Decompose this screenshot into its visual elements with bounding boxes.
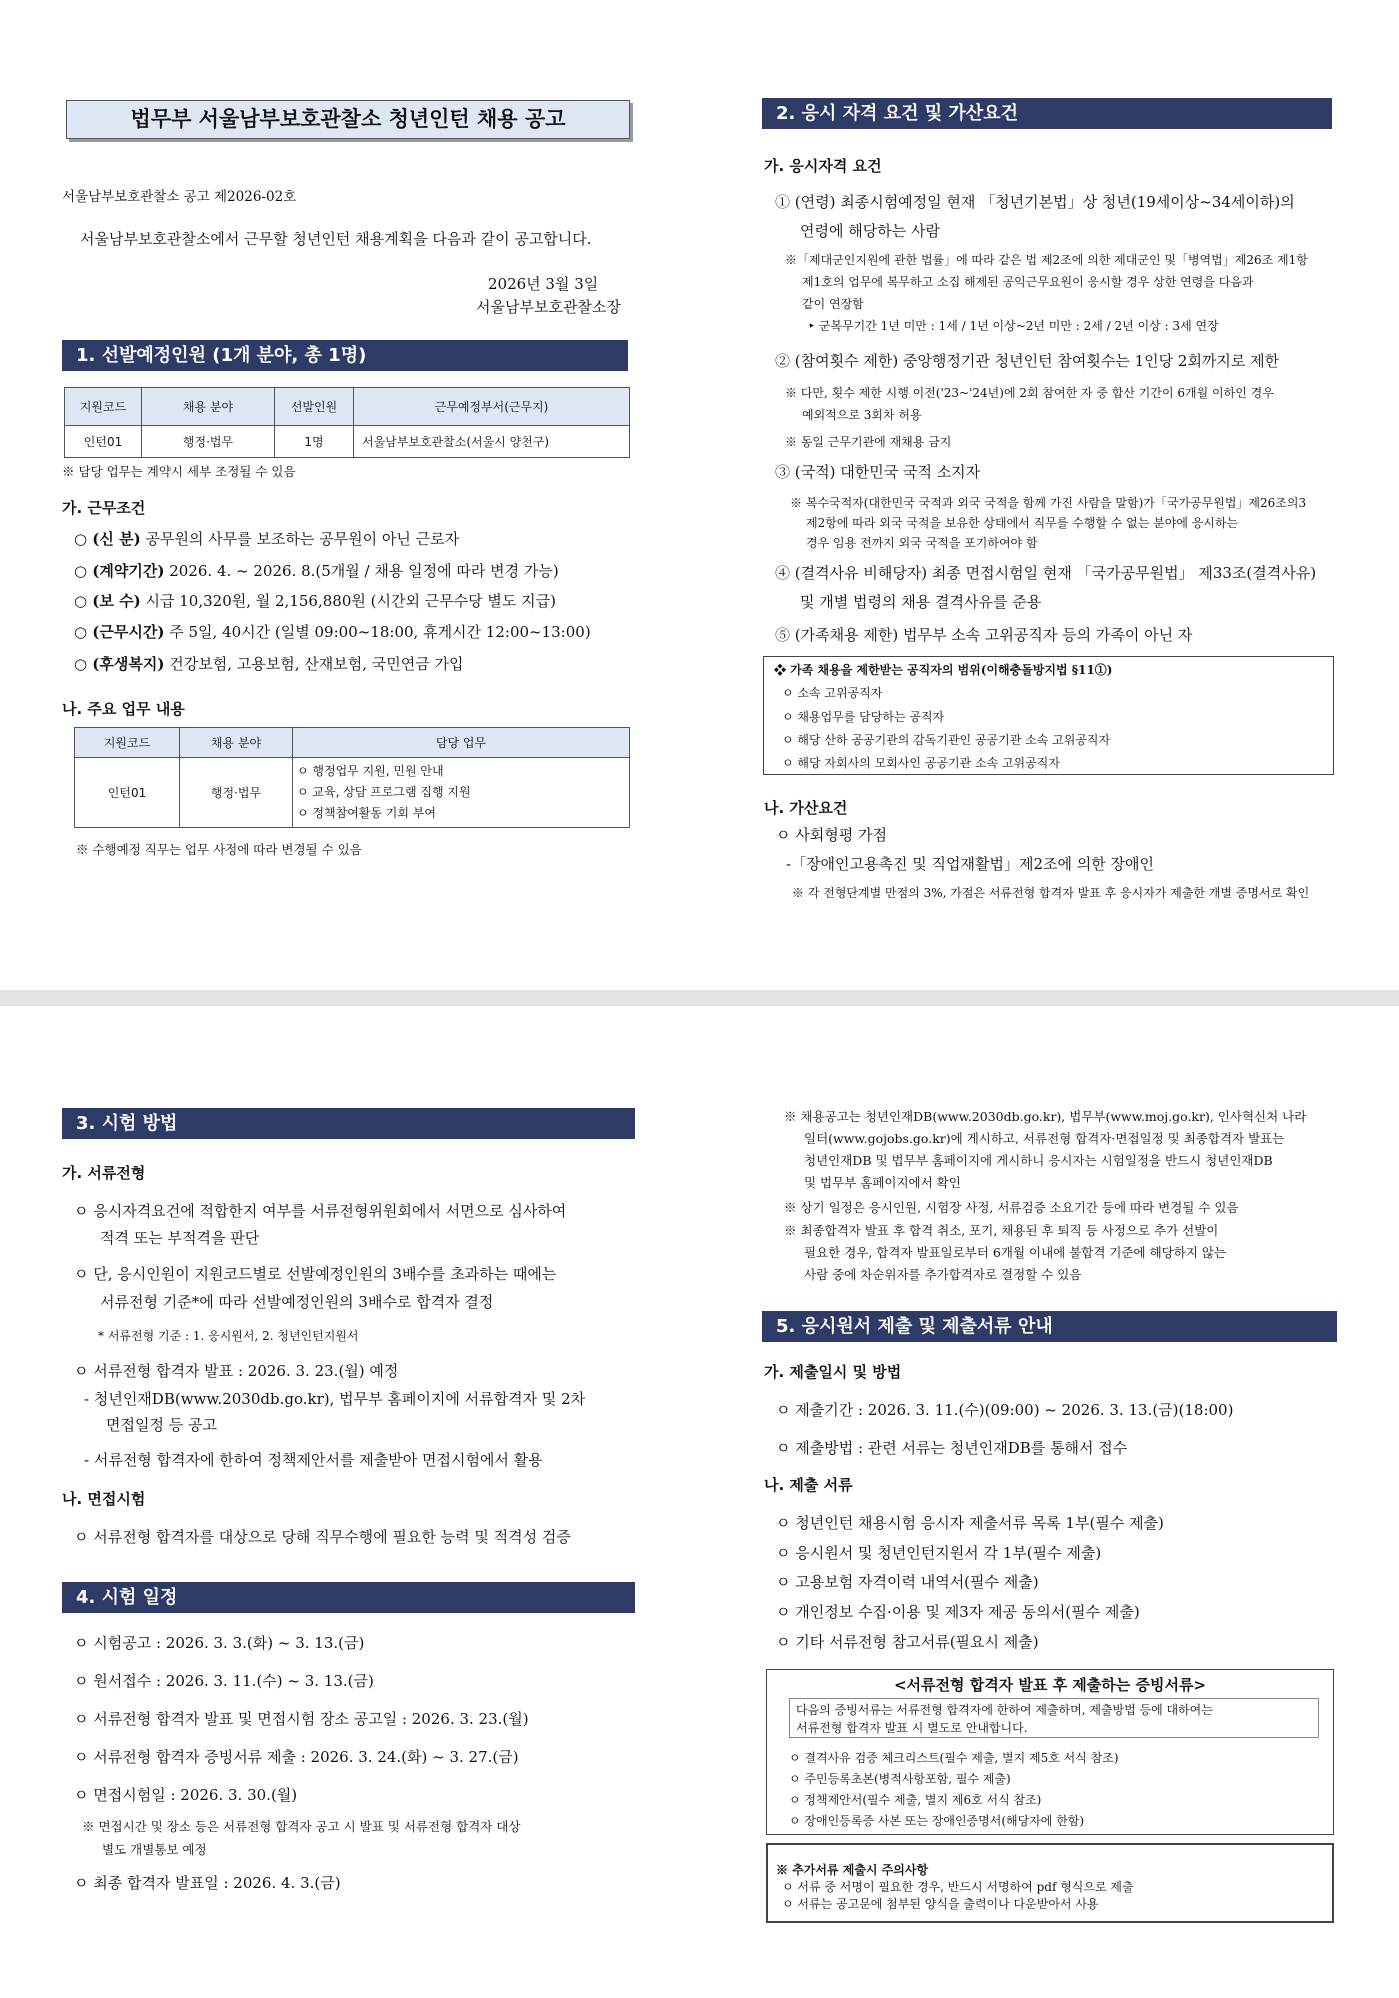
table-header: 채용 분야	[142, 388, 275, 426]
condition-label: ○ (계약기간)	[74, 562, 165, 580]
req-age-note: 제1호의 업무에 복무하고 소집 해제된 공익근무요원이 응시할 경우 상한 연령을 다음과	[802, 275, 1254, 289]
interview-item: ㅇ 서류전형 합격자를 대상으로 당해 직무수행에 필요한 능력 및 적격성 검증	[74, 1528, 571, 1546]
condition-label: ○ (후생복지)	[74, 655, 165, 673]
req-nationality-note: 경우 임용 전까지 외국 국적을 포기하여야 함	[806, 536, 1038, 550]
bonus-item: ㅇ 사회형평 가점	[776, 826, 887, 844]
req-age-cont: 연령에 해당하는 사람	[800, 222, 940, 240]
subsection-eligibility: 가. 응시자격 요건	[764, 157, 882, 175]
req-participation: ② (참여횟수 제한) 중앙행정기관 청년인턴 참여횟수는 1인당 2회까지로 제한	[775, 352, 1280, 370]
condition-label: ○ (보 수)	[74, 592, 141, 610]
table-cell: 인턴01	[65, 426, 142, 458]
evidence-box	[766, 1669, 1334, 1835]
duty-item: ㅇ 교육, 상담 프로그램 집행 지원	[297, 785, 471, 799]
screening-item: ㅇ 응시자격요건에 적합한지 여부를 서류전형위원회에서 서면으로 심사하여	[74, 1202, 567, 1220]
condition-label: ○ (근무시간)	[74, 623, 165, 641]
screening-result-date: ㅇ 서류전형 합격자 발표 : 2026. 3. 23.(월) 예정	[74, 1362, 399, 1380]
evidence-item: ㅇ 결격사유 검증 체크리스트(필수 제출, 별지 제5호 서식 참조)	[789, 1751, 1119, 1765]
notice-intro: 서울남부보호관찰소에서 근무할 청년인턴 채용계획을 다음과 같이 공고합니다.	[80, 230, 592, 248]
notice-number: 서울남부보호관찰소 공고 제2026-02호	[62, 189, 297, 205]
schedule-note-cont: 별도 개별통보 예정	[102, 1842, 207, 1857]
family-box-title: ❖ 가족 채용을 제한받는 공직자의 범위(이해충돌방지법 §11①)	[774, 663, 1113, 677]
condition-text: 공무원의 사무를 보조하는 공무원이 아닌 근로자	[145, 530, 460, 548]
table-header: 담당 업무	[293, 728, 630, 758]
req-age-note: 같이 연장함	[802, 297, 864, 311]
screening-detail: - 서류전형 합격자에 한하여 정책제안서를 제출받아 면접시험에서 활용	[84, 1451, 543, 1469]
schedule-item: ㅇ 면접시험일 : 2026. 3. 30.(월)	[74, 1786, 298, 1804]
additional-pass-note-cont: 사람 중에 차순위자를 추가합격자로 결정할 수 있음	[804, 1267, 1082, 1282]
req-family: ⑤ (가족채용 제한) 법무부 소속 고위공직자 등의 가족이 아닌 자	[775, 626, 1193, 644]
req-participation-note: ※ 동일 근무기관에 재채용 금지	[785, 435, 952, 449]
evidence-item: ㅇ 장애인등록증 사본 또는 장애인증명서(해당자에 한함)	[789, 1814, 1085, 1828]
document-item: ㅇ 고용보험 자격이력 내역서(필수 제출)	[776, 1573, 1039, 1591]
caution-item: ㅇ 서류는 공고문에 첨부된 양식을 출력이나 다운받아서 사용	[782, 1897, 1099, 1911]
additional-pass-note-cont: 필요한 경우, 합격자 발표일로부터 6개월 이내에 불합격 기준에 해당하지 않는	[804, 1245, 1227, 1260]
notice-title: 법무부 서울남부보호관찰소 청년인턴 채용 공고	[66, 100, 630, 139]
document-item: ㅇ 응시원서 및 청년인턴지원서 각 1부(필수 제출)	[776, 1544, 1102, 1562]
submission-method: ㅇ 제출방법 : 관련 서류는 청년인재DB를 통해서 접수	[776, 1439, 1128, 1457]
table-cell: 1명	[275, 426, 354, 458]
table-header: 선발인원	[275, 388, 354, 426]
duty-item: ㅇ 행정업무 지원, 민원 안내	[297, 764, 444, 778]
req-age: ① (연령) 최종시험예정일 현재 「청년기본법」상 청년(19세이상~34세이하)의	[775, 193, 1295, 211]
table-cell: 행정·법무	[180, 758, 293, 828]
condition-label: ○ (신 분)	[74, 530, 141, 548]
caution-title: ※ 추가서류 제출시 주의사항	[776, 1863, 929, 1877]
table-cell: 서울남부보호관찰소(서울시 양천구)	[354, 426, 630, 458]
family-item: ㅇ 해당 자회사의 모회사인 공공기관 소속 고위공직자	[782, 756, 1060, 770]
table-cell: 인턴01	[75, 758, 180, 828]
family-restriction-box	[763, 656, 1334, 775]
section-5-header: 5. 응시원서 제출 및 제출서류 안내	[762, 1311, 1337, 1342]
req-participation-note: ※ 다만, 횟수 제한 시행 이전('23~'24년)에 2회 참여한 자 중 합산 기간이 6개월 이하인 경우	[785, 386, 1274, 400]
screening-item: ㅇ 단, 응시인원이 지원코드별로 선발예정인원의 3배수를 초과하는 때에는	[74, 1265, 557, 1283]
notice-page-2	[0, 1006, 1399, 1998]
screening-item-cont: 적격 또는 부적격을 판단	[100, 1229, 260, 1247]
req-disqualification-cont: 및 개별 법령의 채용 결격사유를 준용	[800, 593, 1042, 611]
section-4-header: 4. 시험 일정	[62, 1582, 635, 1613]
evidence-notice	[789, 1698, 1319, 1738]
subsection-document-screening: 가. 서류전형	[62, 1164, 146, 1182]
schedule-item: ㅇ 서류전형 합격자 발표 및 면접시험 장소 공고일 : 2026. 3. 23.(월)	[74, 1710, 529, 1728]
evidence-item: ㅇ 주민등록초본(병적사항포함, 필수 제출)	[789, 1772, 1011, 1786]
req-participation-note: 예외적으로 3회차 허용	[802, 408, 922, 422]
family-item: ㅇ 소속 고위공직자	[782, 686, 883, 700]
subsection-submission: 가. 제출일시 및 방법	[764, 1363, 902, 1381]
duty-item: ㅇ 정책참여활동 기회 부여	[297, 806, 436, 820]
notice-page-1	[0, 0, 1399, 990]
posting-note-cont: 및 법무부 홈페이지에서 확인	[804, 1175, 961, 1190]
req-disqualification: ④ (결격사유 비해당자) 최종 면접시험일 현재 「국가공무원법」 제33조(결격사유)	[775, 564, 1317, 582]
additional-caution-box	[766, 1843, 1334, 1923]
staffing-table	[64, 387, 630, 458]
family-item: ㅇ 채용업무를 담당하는 공직자	[782, 710, 945, 724]
section-1-header: 1. 선발예정인원 (1개 분야, 총 1명)	[62, 340, 628, 371]
subsection-main-duties: 나. 주요 업무 내용	[62, 700, 185, 718]
posting-note: ※ 채용공고는 청년인재DB(www.2030db.go.kr), 법무부(www.moj.go.kr), 인사혁신처 나라	[784, 1109, 1307, 1124]
posting-note-cont: 청년인재DB 및 법무부 홈페이지에 게시하니 응시자는 시험일정을 반드시 청년인재DB	[804, 1153, 1273, 1168]
table-header: 근무예정부서(근무지)	[354, 388, 630, 426]
condition-text: 시급 10,320원, 월 2,156,880원 (시간외 근무수당 별도 지급)	[145, 592, 557, 610]
req-age-note: ※「제대군인지원에 관한 법률」에 따라 같은 법 제2조에 의한 제대군인 및「병역법」제26조 제1항	[785, 253, 1308, 267]
note-duty-adjust: ※ 담당 업무는 계약시 세부 조정될 수 있음	[62, 464, 296, 479]
document-item: ㅇ 개인정보 수집·이용 및 제3자 제공 동의서(필수 제출)	[776, 1603, 1140, 1621]
req-nationality-note: 제2항에 따라 외국 국적을 보유한 상태에서 직무를 수행할 수 없는 분야에 응시하는	[806, 516, 1239, 530]
additional-pass-note: ※ 최종합격자 발표 후 합격 취소, 포기, 채용된 후 퇴직 등 사정으로 추가 선발이	[784, 1223, 1219, 1238]
evidence-notice-text: 서류전형 합격자 발표 시 별도로 안내합니다.	[796, 1721, 1028, 1735]
posting-note-cont: 일터(www.gojobs.go.kr)에 게시하고, 서류전형 합격자·면접일정 및 최종합격자 발표는	[804, 1131, 1285, 1146]
req-nationality: ③ (국적) 대한민국 국적 소지자	[775, 463, 981, 481]
table-cell: 행정·법무	[142, 426, 275, 458]
duties-table	[74, 727, 630, 828]
document-item: ㅇ 기타 서류전형 참고서류(필요시 제출)	[776, 1633, 1039, 1651]
table-header: 지원코드	[75, 728, 180, 758]
subsection-bonus: 나. 가산요건	[764, 799, 848, 817]
screening-detail: - 청년인재DB(www.2030db.go.kr), 법무부 홈페이지에 서류합격자 및 2차	[84, 1390, 586, 1408]
evidence-item: ㅇ 정책제안서(필수 제출, 별지 제6호 서식 참조)	[789, 1793, 1042, 1807]
condition-text: 2026. 4. ~ 2026. 8.(5개월 / 채용 일정에 따라 변경 가능)	[169, 562, 559, 580]
table-header: 지원코드	[65, 388, 142, 426]
screening-item-cont: 서류전형 기준*에 따라 선발예정인원의 3배수로 합격자 결정	[100, 1293, 494, 1311]
schedule-item: ㅇ 최종 합격자 발표일 : 2026. 4. 3.(금)	[74, 1874, 341, 1892]
evidence-notice-text: 다음의 증빙서류는 서류전형 합격자에 한하여 제출하며, 제출방법 등에 대하여는	[796, 1703, 1213, 1717]
note-duty-change: ※ 수행예정 직무는 업무 사정에 따라 변경될 수 있음	[76, 842, 362, 857]
screening-detail-cont: 면접일정 등 공고	[106, 1416, 217, 1434]
bonus-note: ※ 각 전형단계별 만점의 3%, 가점은 서류전형 합격자 발표 후 응시자가 제출한 개별 증명서로 확인	[792, 886, 1310, 900]
evidence-box-title: <서류전형 합격자 발표 후 제출하는 증빙서류>	[893, 1676, 1207, 1694]
schedule-item: ㅇ 시험공고 : 2026. 3. 3.(화) ~ 3. 13.(금)	[74, 1634, 365, 1652]
subsection-documents: 나. 제출 서류	[764, 1476, 853, 1494]
table-header: 채용 분야	[180, 728, 293, 758]
schedule-change-note: ※ 상기 일정은 응시인원, 시험장 사정, 서류검증 소요기간 등에 따라 변경될 수 있음	[784, 1200, 1239, 1215]
schedule-note: ※ 면접시간 및 장소 등은 서류전형 합격자 공고 시 발표 및 서류전형 합격자 대상	[82, 1819, 521, 1834]
document-item: ㅇ 청년인턴 채용시험 응시자 제출서류 목록 1부(필수 제출)	[776, 1514, 1164, 1532]
req-age-note: ‣ 군복무기간 1년 미만 : 1세 / 1년 이상~2년 미만 : 2세 / 2년 이상 : 3세 연장	[808, 319, 1219, 333]
bonus-detail: -「장애인고용촉진 및 직업재활법」제2조에 의한 장애인	[786, 855, 1154, 873]
duties-cell	[293, 758, 630, 828]
screening-criteria-note: * 서류전형 기준 : 1. 응시원서, 2. 청년인턴지원서	[98, 1329, 359, 1343]
schedule-item: ㅇ 원서접수 : 2026. 3. 11.(수) ~ 3. 13.(금)	[74, 1672, 374, 1690]
condition-text: 주 5일, 40시간 (일별 09:00~18:00, 휴게시간 12:00~13:00)	[169, 623, 591, 641]
req-nationality-note: ※ 복수국적자(대한민국 국적과 외국 국적을 함께 가진 사람을 말함)가「국가공무원법」제26조의3	[790, 496, 1307, 510]
notice-signer: 서울남부보호관찰소장	[476, 298, 621, 316]
subsection-interview: 나. 면접시험	[62, 1490, 146, 1508]
caution-item: ㅇ 서류 중 서명이 필요한 경우, 반드시 서명하여 pdf 형식으로 제출	[782, 1880, 1134, 1894]
submission-period: ㅇ 제출기간 : 2026. 3. 11.(수)(09:00) ~ 2026. 3. 13.(금)(18:00)	[776, 1401, 1234, 1419]
subsection-work-conditions: 가. 근무조건	[62, 499, 146, 517]
family-item: ㅇ 해당 산하 공공기관의 감독기관인 공공기관 소속 고위공직자	[782, 733, 1111, 747]
condition-text: 건강보험, 고용보험, 산재보험, 국민연금 가입	[169, 655, 464, 673]
section-2-header: 2. 응시 자격 요건 및 가산요건	[762, 98, 1332, 129]
schedule-item: ㅇ 서류전형 합격자 증빙서류 제출 : 2026. 3. 24.(화) ~ 3. 27.(금)	[74, 1748, 519, 1766]
notice-date: 2026년 3월 3일	[488, 275, 599, 293]
section-3-header: 3. 시험 방법	[62, 1108, 635, 1139]
